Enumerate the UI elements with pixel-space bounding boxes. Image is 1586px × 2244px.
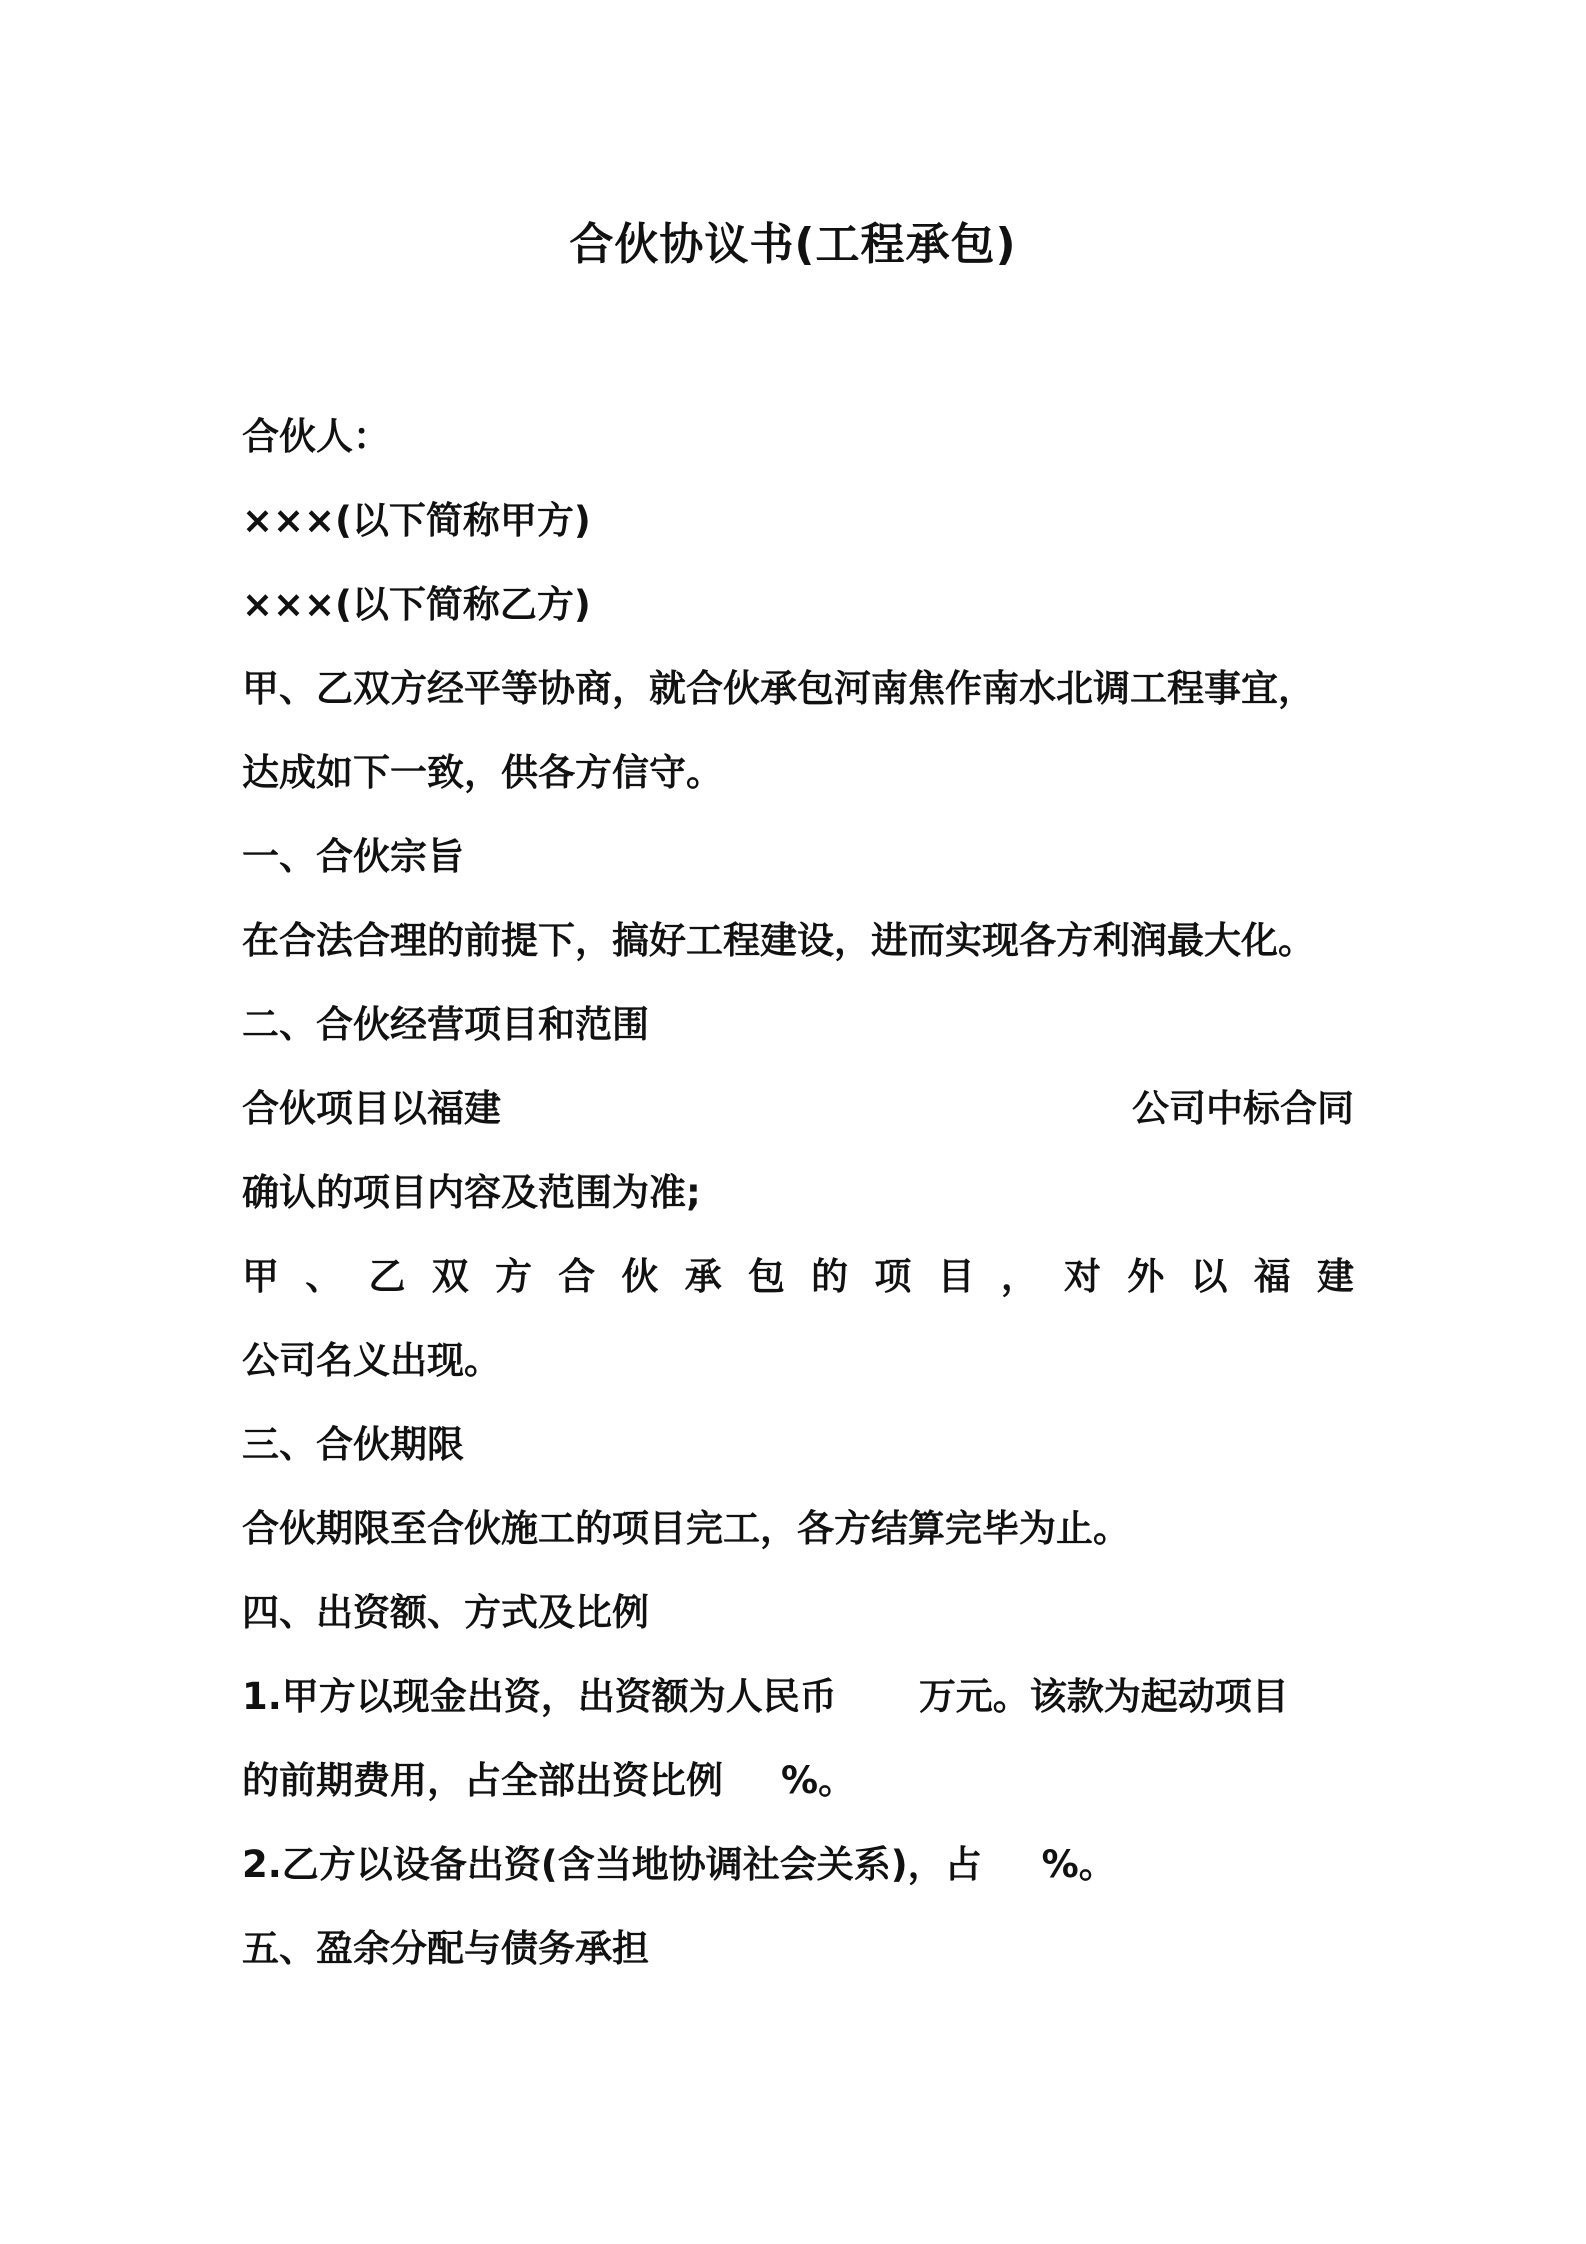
party-a-line: ×××(以下简称甲方) <box>242 499 591 542</box>
item-2-text-b: %。 <box>1041 1843 1116 1886</box>
item-1-text-a: 1.甲方以现金出资，出资额为人民币 <box>242 1675 837 1718</box>
section-2-heading: 二、合伙经营项目和范围 <box>242 1003 649 1046</box>
section-4-heading: 四、出资额、方式及比例 <box>242 1591 649 1634</box>
justified-char: ， <box>1000 1255 1038 1298</box>
item-1-text-d: %。 <box>781 1759 856 1802</box>
justified-char: 建 <box>1316 1255 1354 1298</box>
justified-char: 方 <box>494 1255 532 1298</box>
justified-char: 乙 <box>368 1255 406 1298</box>
section-2-line-3 <box>242 1252 1354 1302</box>
section-1-heading: 一、合伙宗旨 <box>242 835 464 878</box>
section-4-item-2 <box>242 1840 1116 1890</box>
justified-char: 双 <box>431 1255 469 1298</box>
item-1-text-c: 的前期费用，占全部出资比例 <box>242 1759 723 1802</box>
justified-char: 甲 <box>242 1255 279 1298</box>
section-1-text: 在合法合理的前提下，搞好工程建设，进而实现各方利润最大化。 <box>242 919 1315 962</box>
justified-char: 承 <box>684 1255 722 1298</box>
justified-char: 福 <box>1253 1255 1291 1298</box>
section-2-line-1 <box>242 1084 1354 1134</box>
section-5-heading: 五、盈余分配与债务承担 <box>242 1927 649 1970</box>
justified-char: 包 <box>747 1255 785 1298</box>
intro-line-1: 甲、乙双方经平等协商，就合伙承包河南焦作南水北调工程事宜， <box>242 667 1315 710</box>
partners-label: 合伙人： <box>242 415 390 458</box>
justified-char: 伙 <box>621 1255 659 1298</box>
section-2-line-4: 公司名义出现。 <box>242 1339 501 1382</box>
section-4-item-1-line-1 <box>242 1672 1289 1722</box>
section-3-text: 合伙期限至合伙施工的项目完工，各方结算完毕为止。 <box>242 1507 1130 1550</box>
justified-char: 合 <box>558 1255 596 1298</box>
justified-char: 以 <box>1190 1255 1228 1298</box>
section-2-line-1-right: 公司中标合同 <box>1132 1087 1354 1130</box>
section-3-heading: 三、合伙期限 <box>242 1423 464 1466</box>
intro-line-2: 达成如下一致，供各方信守。 <box>242 751 723 794</box>
justified-char: 对 <box>1064 1255 1102 1298</box>
justified-char: 目 <box>937 1255 975 1298</box>
section-4-item-1-line-2 <box>242 1756 855 1806</box>
justified-char: 、 <box>305 1255 343 1298</box>
section-2-line-1-left: 合伙项目以福建 <box>242 1087 501 1130</box>
document-title: 合伙协议书(工程承包) <box>569 219 1017 270</box>
item-2-text-a: 2.乙方以设备出资(含当地协调社会关系)，占 <box>242 1843 982 1886</box>
justified-char: 的 <box>811 1255 849 1298</box>
justified-char: 项 <box>874 1255 912 1298</box>
justified-char: 外 <box>1127 1255 1165 1298</box>
party-b-line: ×××(以下简称乙方) <box>242 583 591 626</box>
section-2-line-2: 确认的项目内容及范围为准; <box>242 1171 701 1214</box>
item-1-text-b: 万元。该款为起动项目 <box>918 1675 1289 1718</box>
